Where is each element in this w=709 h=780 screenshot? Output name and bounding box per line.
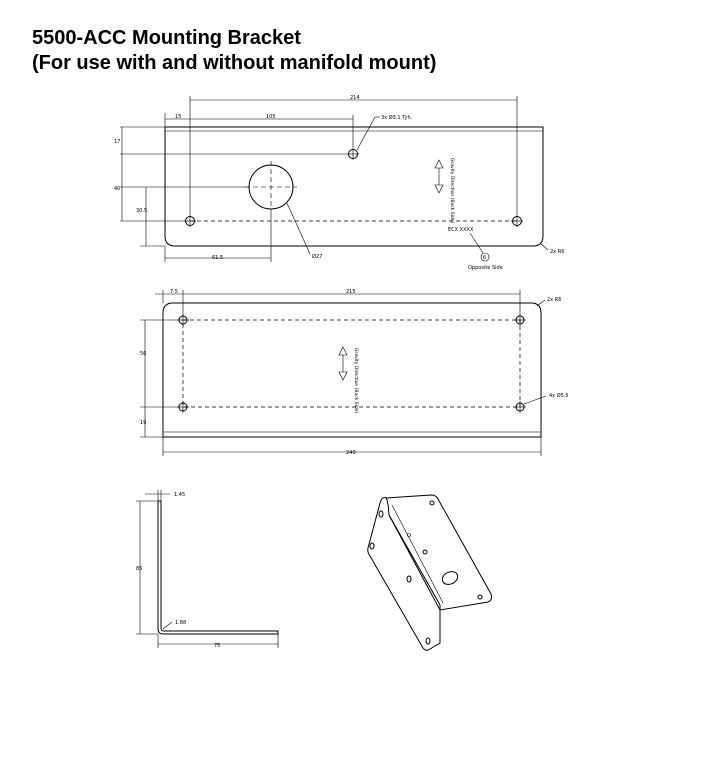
note-mid-direction: Gravity Direction (Back Side): [353, 348, 358, 414]
dim-side-thickness: 1.45: [174, 492, 186, 498]
mid-view: [140, 289, 569, 456]
note-top-balloon: 6: [483, 255, 487, 261]
dim-top-hole-x: 61.5: [212, 255, 224, 261]
note-top-ref: ECX XXXX: [448, 227, 474, 233]
note-big-hole: Ø27: [312, 254, 323, 260]
page-title: 5500-ACC Mounting Bracket: [32, 27, 301, 49]
dim-top-edge: 15: [175, 114, 182, 120]
gravity-arrow-icon: [339, 347, 347, 380]
dim-mid-bottom: 19: [140, 420, 147, 426]
side-view-profile: [158, 501, 278, 634]
note-top-radius: 2x R6: [550, 249, 565, 255]
note-mid-radius: 2x R6: [547, 297, 562, 303]
dim-side-inner: 1.88: [175, 620, 187, 626]
dim-mid-height: 56: [140, 351, 147, 357]
dim-mid-span: 215: [346, 289, 356, 295]
side-view: [136, 490, 278, 649]
isometric-view: [368, 495, 492, 650]
dim-mid-edge: 7.5: [170, 289, 178, 295]
dim-side-length: 75: [214, 643, 221, 649]
note-top-direction: Gravity Direction (Back Side): [449, 158, 454, 224]
dim-top-mid: 105: [266, 114, 276, 120]
mid-view-hole-pattern: [183, 320, 520, 407]
top-view-crosshairs: [184, 148, 523, 227]
note-top-holes: 3x Ø3.1 Tyh.: [381, 115, 413, 121]
dim-top-overall: 214: [350, 95, 360, 101]
dim-side-height: 85: [136, 566, 143, 572]
note-top-opposite: Opposite Side: [468, 265, 503, 271]
gravity-arrow-icon: [435, 160, 443, 193]
page-subtitle: (For use with and without manifold mount): [32, 52, 437, 74]
mid-view-crosshairs: [177, 314, 526, 413]
top-view-outline: [165, 127, 543, 246]
top-view: [114, 95, 564, 271]
dim-mid-overall: 240: [346, 450, 356, 456]
dim-top-hole-y: 30.5: [136, 208, 148, 214]
dim-top-17: 17: [114, 139, 121, 145]
dim-top-height: 40: [114, 186, 121, 192]
mid-view-holes: [179, 316, 524, 414]
note-mid-holes: 4x Ø5.5: [549, 393, 569, 399]
mid-view-outline: [163, 303, 541, 437]
